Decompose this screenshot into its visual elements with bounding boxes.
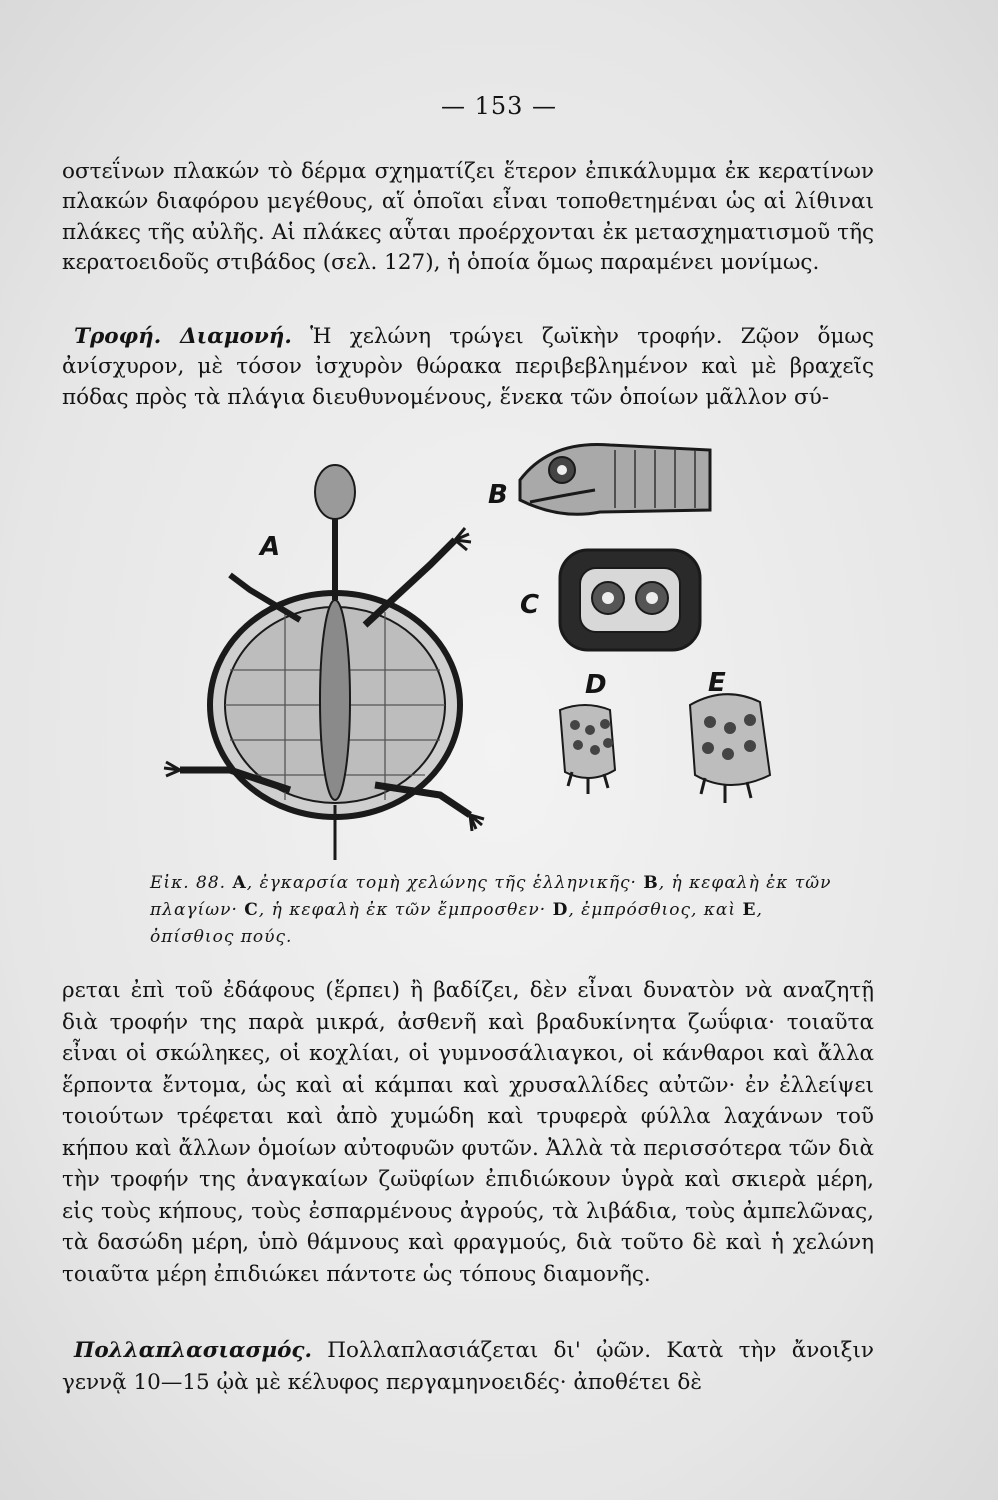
caption-letter-c: C bbox=[244, 900, 259, 920]
turtle-head-front-drawing bbox=[560, 550, 700, 650]
turtle-front-foot-drawing bbox=[560, 705, 615, 794]
caption-letter-e: E bbox=[742, 900, 757, 920]
caption-letter-b: B bbox=[643, 873, 659, 893]
caption-text-d: , ἐμπρόσθιος, καὶ bbox=[568, 900, 737, 920]
figure-label-b: B bbox=[488, 480, 508, 510]
caption-text-c: , ἡ κεφαλὴ ἐκ τῶν ἔμπροσθεν· bbox=[258, 900, 547, 920]
figure-label-d: D bbox=[585, 670, 607, 700]
page-number: — 153 — bbox=[440, 92, 558, 120]
turtle-hind-foot-drawing bbox=[690, 694, 770, 803]
paragraph-food-habitat bbox=[62, 322, 874, 413]
caption-text-a: , ἐγκαρσία τομὴ χελώνης τῆς ἑλληνικῆς· bbox=[246, 873, 637, 893]
turtle-head-side-drawing bbox=[520, 444, 710, 514]
turtle-skeleton-drawing bbox=[164, 465, 484, 860]
section-heading-reproduction: Πολλαπλασιασμός. bbox=[74, 1338, 313, 1363]
caption-letter-a: A bbox=[232, 873, 247, 893]
paragraph-diet-details: ρεται ἐπὶ τοῦ ἐδάφους (ἕρπει) ἢ βαδίζει, δὲν εἶναι δυνατὸν νὰ αναζητῇ διὰ τροφήν της παρὰ μικρά, ἀσθενῆ καὶ βραδυκίνητα ζωΰφια· τοιαῦτα εἶναι οἱ σκώληκες, οἱ κοχλίαι, οἱ γυμνοσάλιαγκοι, οἱ κάνθαροι καὶ ἄλλα ἕρποντα ἔντομα, ὡς καὶ αἱ κάμπαι καὶ χρυσαλλίδες αὐτῶν· ἐν ἐλλείψει τοιούτων τρέφεται καὶ ἀπὸ χυμώδη καὶ τρυφερὰ φύλλα λαχάνων τοῦ κήπου καὶ ἄλλων ὁμοίων αὐτοφυῶν φυτῶν. Ἀλλὰ τὰ περισσότερα τῶν διὰ τὴν τροφήν της ἀναγκαίων ζωϋφίων ἐπιδιώκουν ὑγρὰ καὶ σκιερὰ μέρη, εἰς τοὺς κήπους, τοὺς ἐσπαρμένους ἀγρούς, τὰ λιβάδια, τοὺς ἀμπελῶνας, τὰ δασώδη μέρη, ὑπὸ θάμνους καὶ φραγμούς, διὰ τοῦτο δὲ καὶ ἡ χελώνη τοιαῦτα μέρη ἐπιδιώκει πάντοτε ὡς τόπους διαμονῆς. bbox=[62, 978, 874, 1287]
paragraph-shell-plates: οστεΐνων πλακών τὸ δέρμα σχηματίζει ἕτερον ἐπικάλυμμα ἐκ κερατίνων πλακών διαφόρου μεγέθους, αἵ ὁποῖαι εἶναι τοποθετημέναι ὡς αἱ λίθιναι πλάκες τῆς αὐλῆς. Αἱ πλάκες αὗται προέρχονται ἐκ μετασχηματισμοῦ τῆς κερατοειδοῦς στιβάδος (σελ. 127), ἡ ὁποία ὅμως παραμένει μονίμως. bbox=[62, 159, 874, 276]
figure-label-e: E bbox=[708, 668, 726, 698]
paragraph-reproduction bbox=[62, 1335, 874, 1398]
paragraph-food-body: Ἡ χελώνη τρώγει ζωϊκὴν τροφήν. Ζῷον ὅμως ἀνίσχυρον, μὲ τόσον ἰσχυρὸν θώρακα περιβεβλημένον καὶ μὲ βραχεῖς πόδας πρὸς τὰ πλάγια διευθυνομένους, ἕνεκα τῶν ὁποίων μᾶλλον σύ- bbox=[62, 324, 874, 410]
figure-caption bbox=[150, 870, 850, 951]
paragraph-reproduction-body: Πολλαπλασιάζεται δι' ᾠῶν. Κατὰ τὴν ἄνοιξιν γεννᾷ 10—15 ᾠὰ μὲ κέλυφος περγαμηνοειδές· ἀποθέτει δὲ bbox=[62, 1338, 874, 1395]
section-heading-food: Τροφή. Διαμονή. bbox=[74, 324, 292, 349]
figure-label-a: A bbox=[260, 532, 281, 562]
caption-text-b: , ἡ κεφαλὴ ἐκ τῶν πλαγίων· bbox=[150, 873, 832, 920]
figure-88 bbox=[110, 440, 890, 870]
caption-letter-d: D bbox=[552, 900, 569, 920]
caption-text-e: , ὀπίσθιος πούς. bbox=[150, 900, 763, 947]
figure-label-c: C bbox=[520, 590, 540, 620]
caption-figure-number: Εἰκ. 88. bbox=[150, 873, 227, 893]
